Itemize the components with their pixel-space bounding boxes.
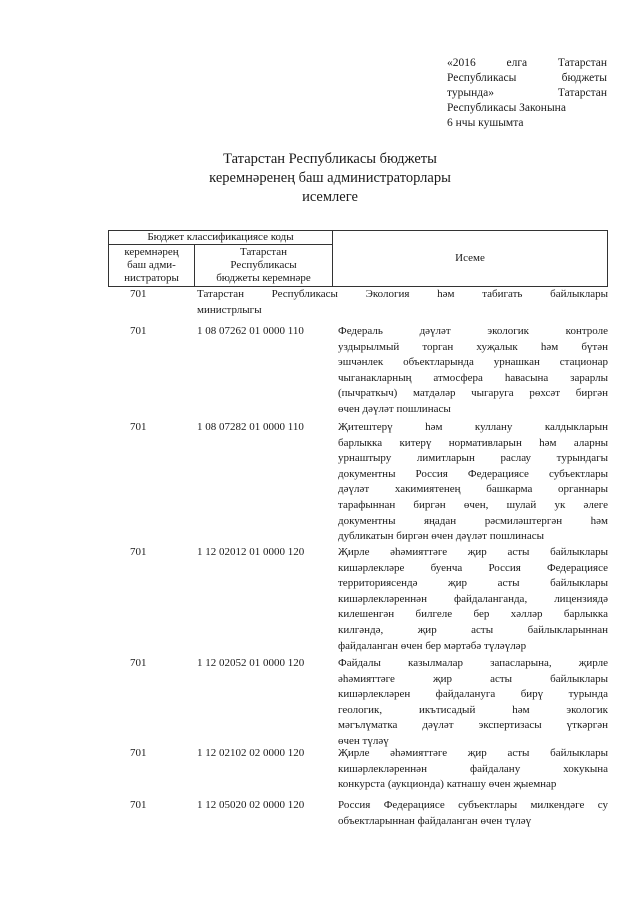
revenue-name-line: геологик, икътисадый һәм экологик — [338, 703, 608, 716]
revenue-name — [338, 746, 608, 793]
revenue-name-line: документны яңадан рәсмиләштергән һәм — [338, 514, 608, 527]
ministry-name-line: министрлыгы — [197, 303, 262, 316]
revenue-name-line: Җитештерү һәм куллану калдыкларын — [338, 421, 608, 433]
header-name-cell: Исеме — [333, 231, 608, 287]
revenue-name-line: эшчәнлек объектларында урнашкан стационар — [338, 356, 608, 369]
budget-code: 1 12 02052 01 0000 120 — [197, 657, 305, 669]
revenue-name — [338, 656, 608, 750]
revenue-name-line: конкурста (аукционда) катнашу өчен җыемнар — [338, 778, 557, 791]
document-title — [180, 150, 480, 207]
revenue-name-line: кишәрлекләреннән файдаланганда, лицензиядә — [338, 592, 608, 605]
admin-code: 701 — [130, 421, 147, 433]
budget-code: 1 12 05020 02 0000 120 — [197, 799, 305, 811]
header-code-line: бюджеты керемнәре — [216, 272, 311, 284]
revenue-name-line: (пычраткыч) матдәләр чыгаруга рөхсәт биргән — [338, 387, 608, 400]
budget-code: 1 12 02012 01 0000 120 — [197, 546, 305, 558]
revenue-name-line: Җирле әһәмияттәге җир асты байлыклары — [338, 747, 608, 759]
revenue-name-line: чыганакларның атмосфера һавасына зарарлы — [338, 371, 608, 384]
revenue-name-line: кишәрлекләре буенча Россия Федерациясе — [338, 561, 608, 574]
revenue-name-line: Файдалы казылмалар запасларына, җирле — [338, 657, 608, 669]
revenue-name-line: файдаланган өчен бер мәртәбә түләүләр — [338, 639, 527, 652]
revenue-name-line: өчен түләү — [338, 734, 389, 747]
revenue-name — [338, 545, 608, 654]
admin-code: 701 — [130, 799, 147, 811]
revenue-name-line: әһәмияттәге җир асты байлыклары — [338, 672, 608, 685]
revenue-name-line: дубликатын биргән өчен дәүләт пошлинасы — [338, 530, 545, 543]
admin-code: 701 — [130, 546, 147, 558]
revenue-name-line: урнаштыру лимитларын раслау турындагы — [338, 452, 608, 465]
title-line: исемлеге — [302, 189, 358, 205]
title-line: Татарстан Республикасы бюджеты — [223, 151, 437, 167]
header-group-cell: Бюджет классификациясе коды — [109, 231, 333, 245]
revenue-name-line: объектларыннан файдаланган өчен түләү — [338, 814, 532, 827]
budget-code: 1 08 07262 01 0000 110 — [197, 325, 304, 337]
table-header — [108, 230, 608, 287]
revenue-name-line: мәгълүматка дәүләт экспертизасы үткәргән — [338, 719, 608, 732]
revenue-name-line: Россия Федерациясе субъектлары милкендәге су — [338, 799, 608, 811]
revenue-name-line: өчен дәүләт пошлинасы — [338, 402, 451, 415]
budget-code: 1 08 07282 01 0000 110 — [197, 421, 304, 433]
revenue-name — [338, 324, 608, 418]
header-code-line: Татарстан — [240, 246, 287, 258]
revenue-name-line: килгәндә, җир асты байлыкларыннан — [338, 623, 608, 636]
annex-note — [447, 56, 607, 131]
revenue-name-line: килешенгән билгеле бер хәлләр барлыкка — [338, 608, 608, 621]
revenue-name-line: уздырылмый торган хуҗалык һәм бүтән — [338, 340, 608, 353]
annex-line: «2016 елга Татарстан — [447, 57, 607, 69]
admin-code: 701 — [130, 325, 147, 337]
annex-line: турында» Татарстан — [447, 87, 607, 99]
revenue-name-line: дәүләт хакимиятенең башкарма органнары — [338, 483, 608, 496]
header-admin-line: баш адми- — [127, 259, 176, 271]
admin-code: 701 — [130, 288, 147, 300]
header-code-cell — [195, 245, 333, 287]
revenue-name-line: Федераль дәүләт экологик контроле — [338, 325, 608, 337]
annex-line: Республикасы бюджеты — [447, 72, 607, 84]
admin-code: 701 — [130, 657, 147, 669]
revenue-name-line: кишәрлекләреннән файдалану хокукына — [338, 762, 608, 775]
budget-code: 1 12 02102 02 0000 120 — [197, 747, 305, 759]
title-line: керемнәренең баш администраторлары — [209, 170, 451, 186]
revenue-name-line: Җирле әһәмияттәге җир асты байлыклары — [338, 546, 608, 558]
revenue-name-line: территориясендә җир асты байлыклары — [338, 577, 608, 590]
revenue-name-line: барлыкка китерү нормативларын һәм аларны — [338, 436, 608, 449]
header-admin-line: керемнәрең — [124, 246, 179, 258]
revenue-name — [338, 798, 608, 829]
revenue-name — [338, 420, 608, 545]
revenue-name-line: документны Россия Федерациясе субъектлары — [338, 467, 608, 480]
ministry-name — [197, 287, 608, 318]
admin-code: 701 — [130, 747, 147, 759]
annex-line: 6 нчы кушымта — [447, 117, 524, 129]
header-code-line: Республикасы — [230, 259, 297, 271]
header-admin-cell — [109, 245, 195, 287]
ministry-name-line: Татарстан Республикасы Экология һәм табигать байлыклары — [197, 288, 608, 300]
header-admin-line: нистраторы — [124, 272, 179, 284]
revenue-name-line: кишәрлекләрен файдалануга бирү турында — [338, 688, 608, 701]
revenue-name-line: тарафыннан биргән өчен, шулай ук әлеге — [338, 498, 608, 511]
annex-line: Республикасы Законына — [447, 102, 566, 114]
